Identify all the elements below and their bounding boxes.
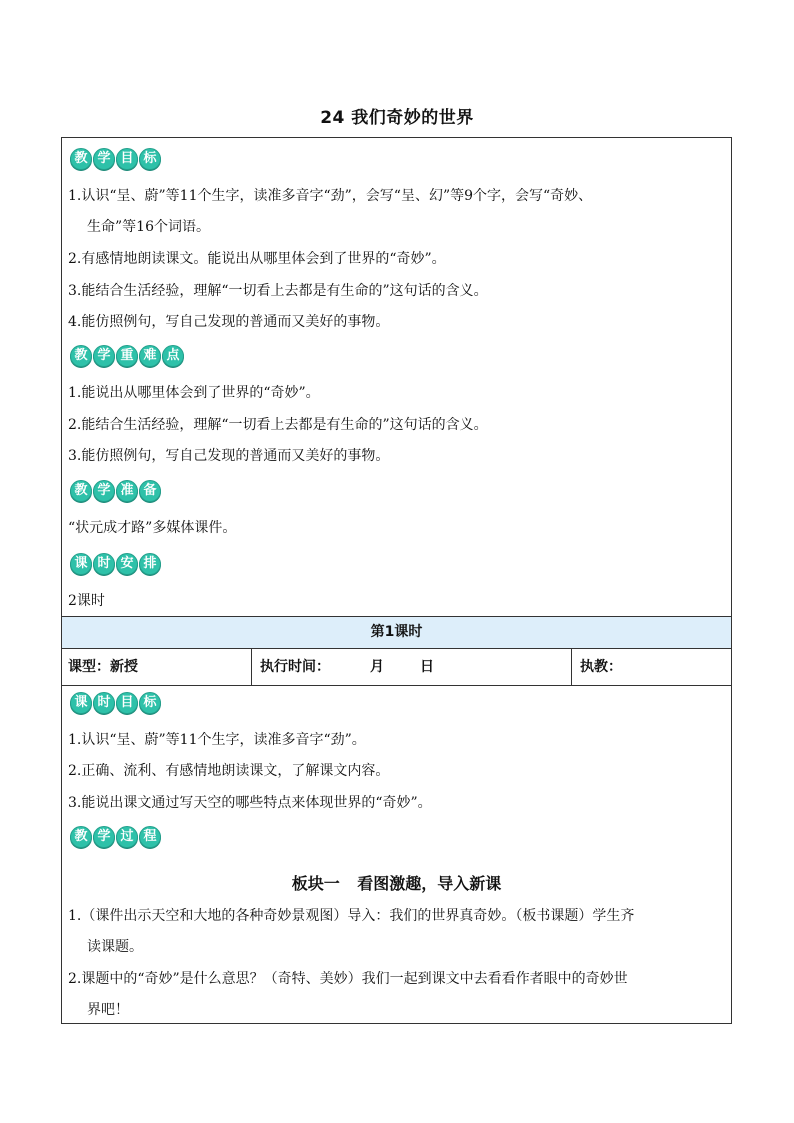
badge-char: 时 <box>93 553 115 575</box>
badge-char: 标 <box>139 692 161 714</box>
goal-item: 3.能结合生活经验，理解“一切看上去都是有生命的”这句话的含义。 <box>68 283 488 299</box>
lesson-title-bar: 第1课时 <box>62 617 731 648</box>
key-point-item: 3.能仿照例句，写自己发现的普通而又美好的事物。 <box>68 448 390 464</box>
process-item-continued: 读课题。 <box>87 939 143 955</box>
page-title: 24 我们奇妙的世界 <box>320 108 474 128</box>
badge-char: 过 <box>116 826 138 848</box>
lesson-goal-item: 3.能说出课文通过写天空的哪些特点来体现世界的“奇妙”。 <box>68 795 432 811</box>
badge-char: 时 <box>93 692 115 714</box>
preparation-text: “状元成才路”多媒体课件。 <box>68 520 237 536</box>
badge-char: 准 <box>116 480 138 502</box>
day-label: 日 <box>420 659 434 675</box>
badge-char: 安 <box>116 553 138 575</box>
badge-char: 标 <box>139 148 161 170</box>
goal-item: 1.认识“呈、蔚”等11个生字，读准多音字“劲”，会写“呈、幻”等9个字，会写“奇妙、 <box>68 188 593 204</box>
key-point-item: 2.能结合生活经验，理解“一切看上去都是有生命的”这句话的含义。 <box>68 417 488 433</box>
schedule-text: 2课时 <box>68 593 105 609</box>
section-badge-teaching-goals <box>70 148 162 170</box>
section-badge-schedule <box>70 553 162 575</box>
module-title: 看图激趣，导入新课 <box>357 874 502 893</box>
lesson-goal-item: 1.认识“呈、蔚”等11个生字，读准多音字“劲”。 <box>68 732 366 748</box>
badge-char: 点 <box>162 345 184 367</box>
key-point-item: 1.能说出从哪里体会到了世界的“奇妙”。 <box>68 385 320 401</box>
cell-separator <box>571 649 572 685</box>
teacher-label: 执教： <box>580 659 622 675</box>
section-badge-teaching-process <box>70 826 162 848</box>
lesson-goal-item: 2.正确、流利、有感情地朗读课文，了解课文内容。 <box>68 763 390 779</box>
badge-char: 教 <box>70 148 92 170</box>
badge-char: 学 <box>93 148 115 170</box>
lesson-meta-row <box>62 649 731 685</box>
goal-item: 4.能仿照例句，写自己发现的普通而又美好的事物。 <box>68 314 390 330</box>
badge-char: 排 <box>139 553 161 575</box>
section-badge-lesson-goals <box>70 692 162 714</box>
goal-item-continued: 生命”等16个词语。 <box>87 219 210 235</box>
badge-char: 学 <box>93 345 115 367</box>
badge-char: 难 <box>139 345 161 367</box>
badge-char: 目 <box>116 692 138 714</box>
badge-char: 学 <box>93 826 115 848</box>
badge-char: 学 <box>93 480 115 502</box>
lesson-type: 课型：新授 <box>68 659 138 675</box>
module-heading <box>62 871 731 894</box>
process-item: 2.课题中的“奇妙”是什么意思？（奇特、美妙）我们一起到课文中去看看作者眼中的奇妙世 <box>68 971 628 987</box>
badge-char: 课 <box>70 553 92 575</box>
badge-char: 目 <box>116 148 138 170</box>
divider <box>62 685 731 686</box>
process-item-continued: 界吧！ <box>87 1002 129 1018</box>
badge-char: 教 <box>70 480 92 502</box>
lesson-plan-table <box>61 137 732 1024</box>
section-badge-preparation <box>70 480 162 502</box>
execution-time-label: 执行时间： <box>260 659 330 675</box>
badge-char: 教 <box>70 826 92 848</box>
cell-separator <box>251 649 252 685</box>
badge-char: 程 <box>139 826 161 848</box>
goal-item: 2.有感情地朗读课文。能说出从哪里体会到了世界的“奇妙”。 <box>68 251 446 267</box>
process-item: 1.（课件出示天空和大地的各种奇妙景观图）导入：我们的世界真奇妙。（板书课题）学生齐 <box>68 908 635 924</box>
section-badge-key-points <box>70 345 185 367</box>
badge-char: 课 <box>70 692 92 714</box>
month-label: 月 <box>370 659 384 675</box>
badge-char: 备 <box>139 480 161 502</box>
module-number: 板块一 <box>291 874 340 893</box>
badge-char: 教 <box>70 345 92 367</box>
badge-char: 重 <box>116 345 138 367</box>
